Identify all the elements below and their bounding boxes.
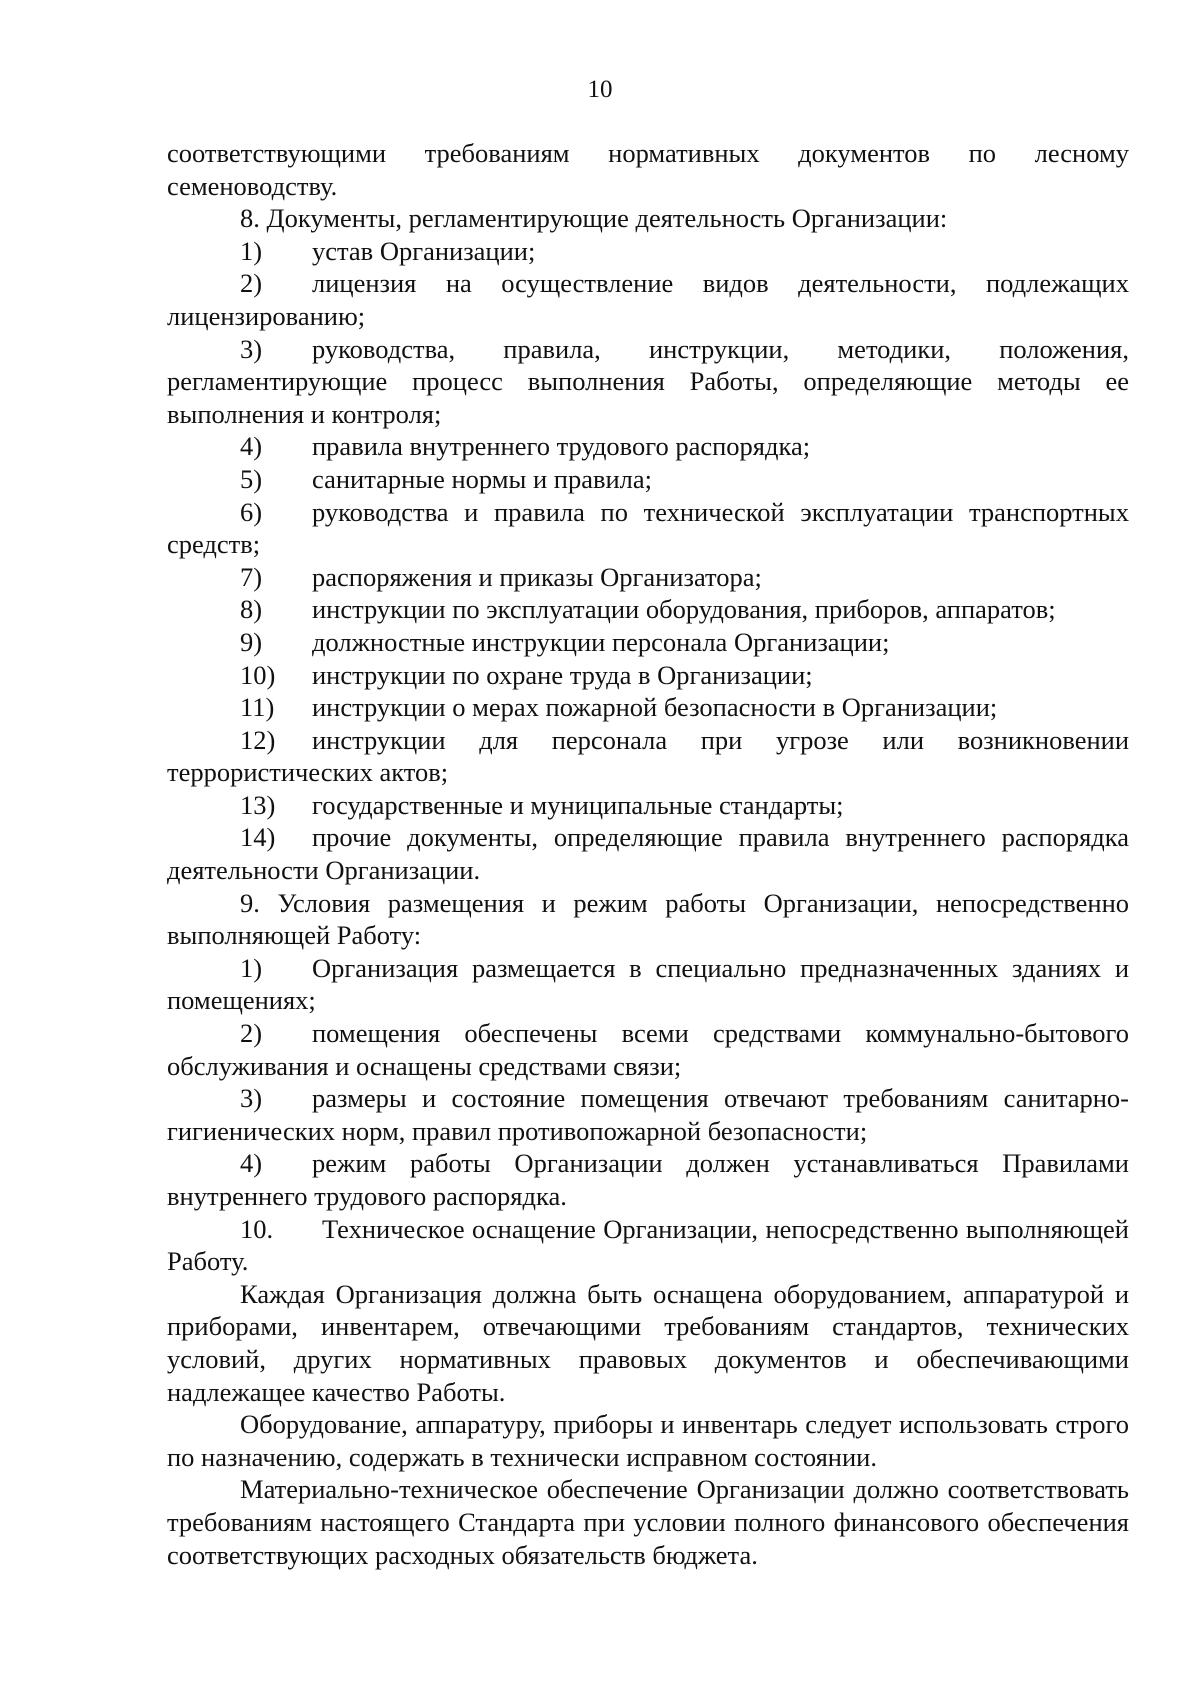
page-number: 10 xyxy=(587,76,613,103)
list-item-text: инструкции по эксплуатации оборудования, приборов, аппаратов; xyxy=(312,594,1056,625)
list-item-number: 13) xyxy=(240,789,276,820)
list-item-number: 8) xyxy=(240,594,263,625)
list-item xyxy=(167,593,1129,626)
list-item-text: режим работы Организации должен устанавливаться Правилами внутреннего трудового распорядка. xyxy=(167,1148,1129,1211)
list-item xyxy=(167,267,1129,332)
list-item-number: 3) xyxy=(240,333,263,364)
list-item xyxy=(167,235,1129,268)
list-item-text: размеры и состояние помещения отвечают требованиям санитарно-гигиенических норм, правил противопожарной безопасности; xyxy=(167,1083,1129,1146)
list-item-text: Организация размещается в специально предназначенных зданиях и помещениях; xyxy=(167,952,1129,1016)
list-item xyxy=(167,659,1129,692)
list-item-number: 6) xyxy=(240,496,263,527)
list-item-text: государственные и муниципальные стандарты; xyxy=(312,789,844,820)
list-item-number: 3) xyxy=(240,1083,263,1114)
list-item-number: 2) xyxy=(240,1018,263,1049)
list-item-text: должностные инструкции персонала Организации; xyxy=(312,626,890,657)
list-item-number: 2) xyxy=(240,268,263,299)
list-item-text: инструкции о мерах пожарной безопасности в Организации; xyxy=(312,692,998,723)
paragraph: Каждая Организация должна быть оснащена оборудованием, аппаратурой и приборами, инвентарем, отвечающими требованиям стандартов, технических условий, других нормативных правовых документов и обеспечивающими надлежащее качество Работы. xyxy=(167,1278,1129,1407)
list-item-text: помещения обеспечены всеми средствами коммунально-бытового обслуживания и оснащены средствами связи; xyxy=(167,1018,1129,1081)
list-item xyxy=(167,1082,1129,1147)
list-item-text: руководства и правила по технической эксплуатации транспортных средств; xyxy=(167,496,1129,560)
list-item-number: 1) xyxy=(240,235,263,266)
list-item xyxy=(167,430,1129,463)
list-item-number: 12) xyxy=(240,724,276,755)
list-item xyxy=(167,463,1129,496)
paragraph-continuation: соответствующими требованиям нормативных документов по лесному семеноводству. xyxy=(167,138,1129,201)
section-number: 10. xyxy=(240,1213,274,1244)
section-10-heading xyxy=(167,1213,1129,1278)
list-item xyxy=(167,691,1129,724)
list-item-number: 10) xyxy=(240,659,276,690)
list-item-number: 5) xyxy=(240,463,263,494)
list-item-text: инструкции по охране труда в Организации; xyxy=(312,659,813,690)
list-item-text: прочие документы, определяющие правила внутреннего распорядка деятельности Организации. xyxy=(167,822,1129,886)
section-title: Техническое оснащение Организации, непосредственно выполняющей Работу. xyxy=(167,1213,1129,1277)
list-item-number: 4) xyxy=(240,1148,263,1179)
list-item-number: 1) xyxy=(240,952,263,983)
list-item-text: руководства, правила, инструкции, методики, положения, регламентирующие процесс выполнения Работы, определяющие методы ее выполнения и контроля; xyxy=(167,333,1129,429)
section-9-heading: 9. Условия размещения и режим работы Организации, непосредственно выполняющей Работу: xyxy=(167,887,1129,951)
list-item-text: инструкции для персонала при угрозе или возникновении террористических актов; xyxy=(167,724,1129,788)
list-item-number: 14) xyxy=(240,822,276,853)
paragraph: Материально-техническое обеспечение Организации должно соответствовать требованиям настоящего Стандарта при условии полного финансового обеспечения соответствующих расходных обязательств бюджета. xyxy=(167,1474,1129,1570)
section-8-heading: 8. Документы, регламентирующие деятельность Организации: xyxy=(240,203,948,234)
list-item-number: 7) xyxy=(240,561,263,592)
list-item-text: правила внутреннего трудового распорядка; xyxy=(312,431,811,462)
list-item-number: 9) xyxy=(240,626,263,657)
list-item xyxy=(167,333,1129,431)
list-item xyxy=(167,952,1129,1017)
list-item xyxy=(167,496,1129,561)
list-item-text: устав Организации; xyxy=(312,235,536,266)
list-item xyxy=(167,724,1129,789)
document-body xyxy=(167,137,1129,1571)
list-item-text: распоряжения и приказы Организатора; xyxy=(312,561,762,592)
list-item xyxy=(167,1017,1129,1082)
list-item-number: 11) xyxy=(240,692,275,723)
list-item-text: санитарные нормы и правила; xyxy=(312,463,653,494)
list-item-number: 4) xyxy=(240,431,263,462)
list-item-text: лицензия на осуществление видов деятельности, подлежащих лицензированию; xyxy=(167,268,1129,331)
list-item xyxy=(167,1147,1129,1212)
list-item xyxy=(167,821,1129,886)
paragraph: Оборудование, аппаратуру, приборы и инвентарь следует использовать строго по назначению, содержать в технически исправном состоянии. xyxy=(167,1409,1129,1472)
list-item xyxy=(167,789,1129,822)
list-item xyxy=(167,626,1129,659)
list-item xyxy=(167,561,1129,594)
